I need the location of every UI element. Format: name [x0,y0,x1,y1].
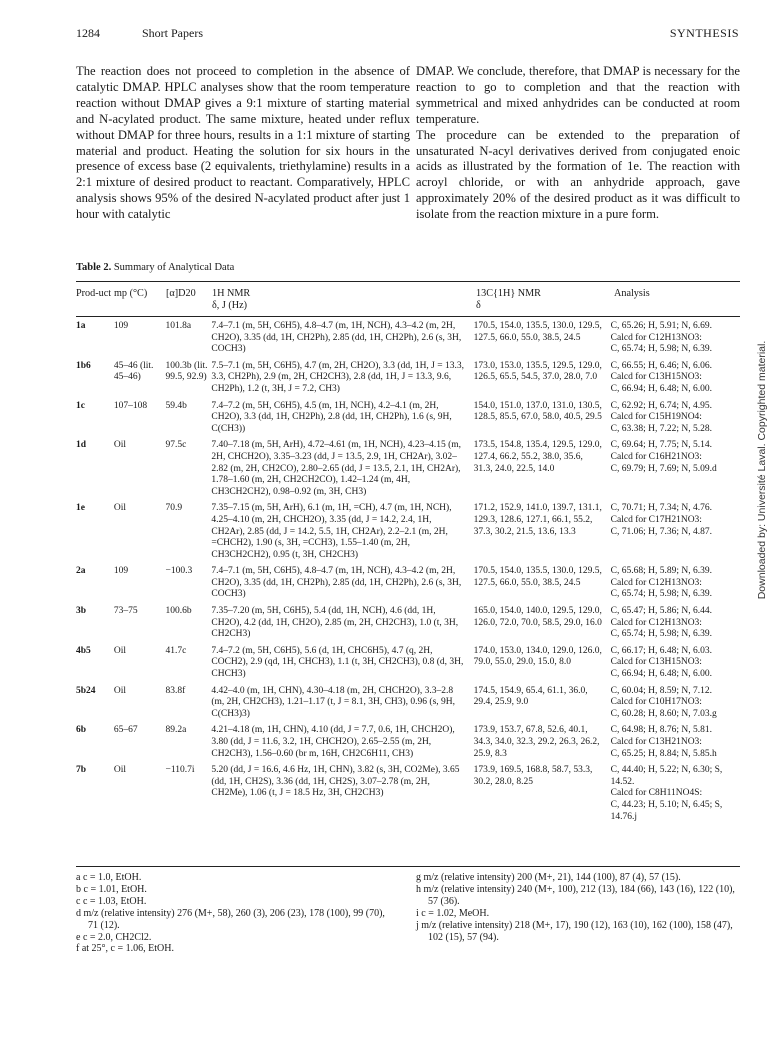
cnmr-data: 165.0, 154.0, 140.0, 129.5, 129.0, 126.0, 72.0, 70.0, 58.5, 29.0, 16.0 [473,606,602,628]
hnmr-data: 7.5–7.1 (m, 5H, C6H5), 4.7 (m, 2H, CH2O), 3.3 (dd, 1H, J = 13.3, 3.3, CH2Ph), 2.9 (m, 2H, CH2CH3), 2.8 (dd, 1H, J = 13.3, 9.6, CH2Ph), 1.2 (t, 3H, J = 7.2, CH3) [211,360,464,394]
analysis-line: C, 63.38; H, 7.22; N, 5.28. [610,423,712,434]
elemental-analysis [611,646,740,686]
melting-point: Oil [113,685,126,696]
optical-rotation: 89.2a [165,725,187,736]
analysis-line: Calcd for C15H19NO4: [610,412,702,423]
analysis-line: C, 44.23; H, 5.10; N, 6.45; S, 14.76.j [610,799,723,822]
optical-rotation: 97.5c [165,440,187,451]
hnmr-data: 7.35–7.15 (m, 5H, ArH), 6.1 (m, 1H, =CH), 4.7 (m, 1H, NCH), 4.25–4.10 (m, 2H, CHCH2O), 3.35 (dd, J = 14.2, 2.4, 1H, CH2Ar), 2.85 (dd, J = 14.2, 5.5, 1H, CH2Ar), 2.2–2.1 (m, 2H, =CHCH2), 1.90 (s, 3H, =CCH3), 1.55–1.40 (m, 2H, CH3CH2CH2), 0.95 (t, 3H, CH2CH3) [211,503,452,560]
analysis-line: C, 44.40; H, 5.22; N, 6.30; S, 14.52. [610,765,723,787]
analysis-line: C, 71.06; H, 7.36; N, 4.87. [610,526,712,537]
hnmr-data: 4.21–4.18 (m, 1H, CHN), 4.10 (dd, J = 7.7, 0.6, 1H, CHCH2O), 3.80 (dd, J = 11.6, 3.2, 1H, CHCH2O), 2.65–2.55 (m, 2H, CH2CH3), 1.56–0.60 (br m, 16H, CH2C6H11, CH3) [211,725,455,759]
hnmr-data: 7.35–7.20 (m, 5H, C6H5), 5.4 (dd, 1H, NCH), 4.6 (dd, 1H, CH2O), 4.2 (dd, 1H, CH2O), 2.85 (m, 2H, CH2CH3), 1.0 (t, 3H, CH2CH3) [211,606,459,640]
analysis-line: C, 66.55; H, 6.46; N, 6.06. [610,360,712,371]
hnmr-data: 4.42–4.0 (m, 1H, CHN), 4.30–4.18 (m, 2H, CHCH2O), 3.3–2.8 (m, 2H, CH2CH3), 1.21–1.17 (t, J = 8.1, 3H, CH3), 0.96 (s, 9H, C(CH3)3) [211,685,456,719]
cnmr-data: 173.9, 169.5, 168.8, 58.7, 53.3, 30.2, 28.0, 8.25 [473,765,593,787]
analysis-line: C, 66.17; H, 6.48; N, 6.03. [610,645,712,656]
elemental-analysis [611,361,740,401]
table-row [76,503,740,566]
product-id: 6b [76,725,87,736]
cnmr-data: 154.0, 151.0, 137.0, 131.0, 130.5, 128.5, 85.5, 67.0, 58.0, 40.5, 29.5 [473,400,602,423]
header-mp: mp (°C) [114,288,148,299]
analysis-line: C, 69.79; H, 7.69; N, 5.09.d [610,463,717,474]
cnmr-data: 171.2, 152.9, 141.0, 139.7, 131.1, 129.3, 128.6, 127.1, 66.1, 55.2, 37.3, 30.2, 21.5, 13.6, 13.3 [473,503,602,537]
optical-rotation: 59.4b [165,400,187,411]
page-number: 1284 [76,26,100,40]
footnote: b c = 1.01, EtOH. [76,883,147,895]
elemental-analysis [611,440,740,503]
analysis-line: C, 66.94; H, 6.48; N, 6.00. [610,669,712,680]
optical-rotation: 100.6b [165,606,192,617]
product-id: 1a [76,321,86,331]
analysis-line: Calcd for C10H17NO3: [610,697,702,708]
analysis-line: C, 64.98; H, 8.76; N, 5.81. [610,725,712,736]
footnotes-right [416,872,740,943]
analysis-line: Calcd for C16H21NO3: [610,451,702,462]
analysis-line: C, 60.28; H, 8.60; N, 7.03.g [610,708,717,719]
hnmr-data: 7.4–7.2 (m, 5H, C6H5), 4.5 (m, 1H, NCH), 4.2–4.1 (m, 2H, CH2O), 3.3 (dd, 1H, CH2Ph), 2.8 (dd, 1H, CH2Ph), 1.6 (s, 9H, C(CH3)) [211,400,452,434]
elemental-analysis [611,566,740,606]
elemental-analysis [611,686,740,726]
hnmr-data: 7.4–7.2 (m, 5H, C6H5), 5.6 (d, 1H, CHC6H5), 4.7 (q, 2H, COCH2), 2.9 (qd, 1H, CHCH3), 1.1 (t, 3H, CH2CH3), 0.8 (d, 3H, CHCH3) [211,645,464,680]
right-paragraph-1: DMAP. We conclude, therefore, that DMAP is necessary for the reaction to go to completion and that the reaction with symmetrical and mixed anhydrides can be conducted at room temperature. [416,64,740,126]
analysis-line: Calcd for C8H11NO4S: [610,788,703,799]
product-id: 1e [76,503,85,514]
hnmr-data: 5.20 (dd, J = 16.6, 4.6 Hz, 1H, CHN), 3.82 (s, 3H, CO2Me), 3.65 (dd, 1H, CH2S), 3.36 (dd, 1H, CH2S), 3.07–2.78 (m, 2H, CH2Me), 1.06 (t, J = 18.5 Hz, 3H, CH2CH3) [211,765,460,799]
footnote: e c = 2.0, CH2Cl2. [76,931,152,943]
elemental-analysis [611,321,740,361]
analysis-line: C, 60.04; H, 8.59; N, 7.12. [610,685,712,696]
table-label: Table 2. [76,262,112,273]
table-row [76,361,740,401]
analysis-line: C, 65.26; H, 5.91; N, 6.69. [610,321,712,331]
table-row [76,765,740,828]
product-id: 2a [76,566,86,577]
left-column [76,64,410,223]
elemental-analysis [611,765,740,828]
melting-point: 73–75 [113,606,138,617]
left-paragraph: The reaction does not proceed to completion in the absence of catalytic DMAP. HPLC analyses show that the room temperature reaction without DMAP gives a 9:1 mixture of starting material and N-acylated product. The same mixture, heated under reflux without DMAP for three hours, results in a 1:1 mixture of starting material and product. Heating the solution for six hours in the presence of excess base (2 equivalents, triethylamine) results in a 2:1 mixture of desired product to reactant. Comparatively, HPLC analysis shows 95% of the desired N-acylated product after just 1 hour with catalytic [76,64,410,222]
table-header-rule [76,316,740,317]
analysis-line: Calcd for C13H15NO3: [610,372,702,383]
elemental-analysis [611,606,740,646]
cnmr-data: 170.5, 154.0, 135.5, 130.0, 129.5, 127.5, 66.0, 55.0, 38.5, 24.5 [473,321,602,343]
analysis-line: C, 65.47; H, 5.86; N, 6.44. [610,606,712,617]
product-id: 7b [76,765,87,776]
analysis-line: C, 66.94; H, 6.48; N, 6.00. [610,383,712,394]
header-rotation: [α]D20 [166,288,196,299]
footnotes-left [76,872,386,955]
analysis-line: C, 62.92; H, 6.74; N, 4.95. [610,400,712,411]
hnmr-data: 7.4–7.1 (m, 5H, C6H5), 4.8–4.7 (m, 1H, NCH), 4.3–4.2 (m, 2H, CH2O), 3.35 (dd, 1H, CH2Ph), 2.85 (dd, 1H, CH2Ph), 2.6 (s, 3H, COCH3) [211,566,462,600]
hnmr-data: 7.4–7.1 (m, 5H, C6H5), 4.8–4.7 (m, 1H, NCH), 4.3–4.2 (m, 2H, CH2O), 3.35 (dd, 1H, CH2Ph), 2.85 (dd, 1H, CH2Ph), 2.6 (s, 3H, COCH3) [211,321,462,355]
table-row [76,566,740,606]
analysis-line: C, 69.64; H, 7.75; N, 5.14. [610,440,712,451]
footnote: j m/z (relative intensity) 218 (M+, 17), 190 (12), 163 (10), 162 (100), 158 (47), 102 (15), 57 (94). [416,919,733,943]
header-cnmr-sub: δ [476,300,481,311]
table-row [76,321,740,361]
analysis-line: Calcd for C12H13NO3: [610,617,702,628]
melting-point: Oil [113,440,126,451]
right-column [416,64,740,223]
hnmr-data: 7.40–7.18 (m, 5H, ArH), 4.72–4.61 (m, 1H, NCH), 4.23–4.15 (m, 2H, CHCH2O), 3.35–3.23 (dd, J = 13.5, 2.9, 1H, CH2Ar), 3.02–2.82 (m, 2H, CH2CO), 2.80–2.65 (dd, J = 13.5, 2.1, 1H, CH2Ar), 1.78–1.60 (m, 2H, CH2CH2CO), 1.42–1.24 (m, 4H, CH3CH2CH2), 0.98–0.92 (m, 3H, CH3) [211,440,462,497]
melting-point: 109 [113,566,129,577]
melting-point: Oil [113,765,126,776]
optical-rotation: 83.8f [165,685,186,696]
melting-point: 65–67 [113,725,138,736]
optical-rotation: 41.7c [165,645,187,656]
analysis-line: C, 65.68; H, 5.89; N, 6.39. [610,566,712,577]
analysis-line: Calcd for C12H13NO3: [610,332,702,343]
elemental-analysis [611,725,740,765]
watermark-text: Downloaded by: Université Laval. Copyrighted material. [756,340,768,600]
footnote: a c = 1.0, EtOH. [76,872,142,883]
header-hnmr: 1H NMR [212,288,251,299]
table-top-rule [76,281,740,282]
footnote: d m/z (relative intensity) 276 (M+, 58), 260 (3), 206 (23), 178 (100), 99 (70), 71 (12). [76,907,385,931]
footnote: c c = 1.03, EtOH. [76,895,147,907]
elemental-analysis [611,503,740,566]
optical-rotation: −110.7i [165,765,195,776]
analytical-data-table [76,321,740,828]
table-caption [76,262,234,273]
table-row [76,440,740,503]
melting-point: 109 [113,321,129,331]
header-hnmr-sub: δ, J (Hz) [212,300,248,311]
melting-point: Oil [113,645,126,656]
table-row [76,686,740,726]
product-id: 1d [76,440,87,451]
footnote: h m/z (relative intensity) 240 (M+, 100), 212 (13), 184 (66), 143 (16), 122 (10), 57 (36). [416,883,735,907]
analysis-line: Calcd for C12H13NO3: [610,577,702,588]
cnmr-data: 173.5, 154.8, 135.4, 129.5, 129.0, 127.4, 66.2, 55.2, 38.0, 35.6, 31.3, 24.0, 22.5, 14.0 [473,440,602,474]
analysis-line: C, 65.74; H, 5.98; N, 6.39. [610,589,712,600]
running-header [76,26,739,44]
header-product: Prod-uct [76,288,112,299]
header-analysis: Analysis [614,288,650,299]
melting-point: Oil [113,503,126,514]
table-bottom-rule [76,866,740,867]
analysis-line: C, 65.74; H, 5.98; N, 6.39. [610,629,712,640]
right-paragraph-2: The procedure can be extended to the preparation of unsaturated N-acyl derivatives derived from conjugated enoic acids as illustrated by the formation of 1e. The reaction with acroyl chloride, or with an anhydride approach, gave approximately 20% of the desired product as it was difficult to isolate from the reaction mixture in a pure form. [416,127,740,222]
footnote: i c = 1.02, MeOH. [416,907,490,919]
cnmr-data: 174.5, 154.9, 65.4, 61.1, 36.0, 29.4, 25.9, 9.0 [473,685,588,708]
cnmr-data: 173.0, 153.0, 135.5, 129.5, 129.0, 126.5, 65.5, 54.5, 37.0, 28.0, 7.0 [473,360,602,383]
melting-point: 45–46 (lit. 45–46) [113,360,154,383]
download-watermark [752,240,772,700]
analysis-line: Calcd for C13H21NO3: [610,737,702,747]
optical-rotation: 101.8a [165,321,192,331]
cnmr-data: 174.0, 153.0, 134.0, 129.0, 126.0, 79.0, 55.0, 29.0, 15.0, 8.0 [473,645,602,668]
journal-name: SYNTHESIS [669,26,739,40]
footnote: f at 25°, c = 1.06, EtOH. [76,943,174,955]
header-cnmr: 13C{1H} NMR [476,288,541,299]
table-row [76,646,740,686]
table-row [76,725,740,765]
analysis-line: C, 65.74; H, 5.98; N, 6.39. [610,344,712,355]
cnmr-data: 170.5, 154.0, 135.5, 130.0, 129.5, 127.5, 66.0, 55.0, 38.5, 24.5 [473,566,602,588]
table-row [76,606,740,646]
analysis-line: Calcd for C17H21NO3: [610,514,702,525]
analysis-line: Calcd for C13H15NO3: [610,657,702,668]
product-id: 1c [76,400,85,411]
analysis-line: C, 70.71; H, 7.34; N, 4.76. [610,503,712,514]
melting-point: 107–108 [113,400,148,411]
product-id: 4b5 [76,645,91,656]
analysis-line: C, 65.25; H, 8.84; N, 5.85.h [610,748,717,759]
product-id: 1b6 [76,360,91,371]
product-id: 3b [76,606,87,617]
product-id: 5b24 [76,685,96,696]
elemental-analysis [611,401,740,441]
table-row [76,401,740,441]
section-name: Short Papers [142,26,203,40]
optical-rotation: 70.9 [165,503,183,514]
optical-rotation: 100.3b (lit. 99.5, 92.9) [165,360,208,383]
optical-rotation: −100.3 [165,566,193,577]
table-title: Summary of Analytical Data [113,262,235,273]
footnote: g m/z (relative intensity) 200 (M+, 21), 144 (100), 87 (4), 57 (15). [416,872,681,883]
cnmr-data: 173.9, 153.7, 67.8, 52.6, 40.1, 34.3, 34.0, 32.3, 29.2, 26.3, 26.2, 25.9, 8.3 [473,725,600,759]
